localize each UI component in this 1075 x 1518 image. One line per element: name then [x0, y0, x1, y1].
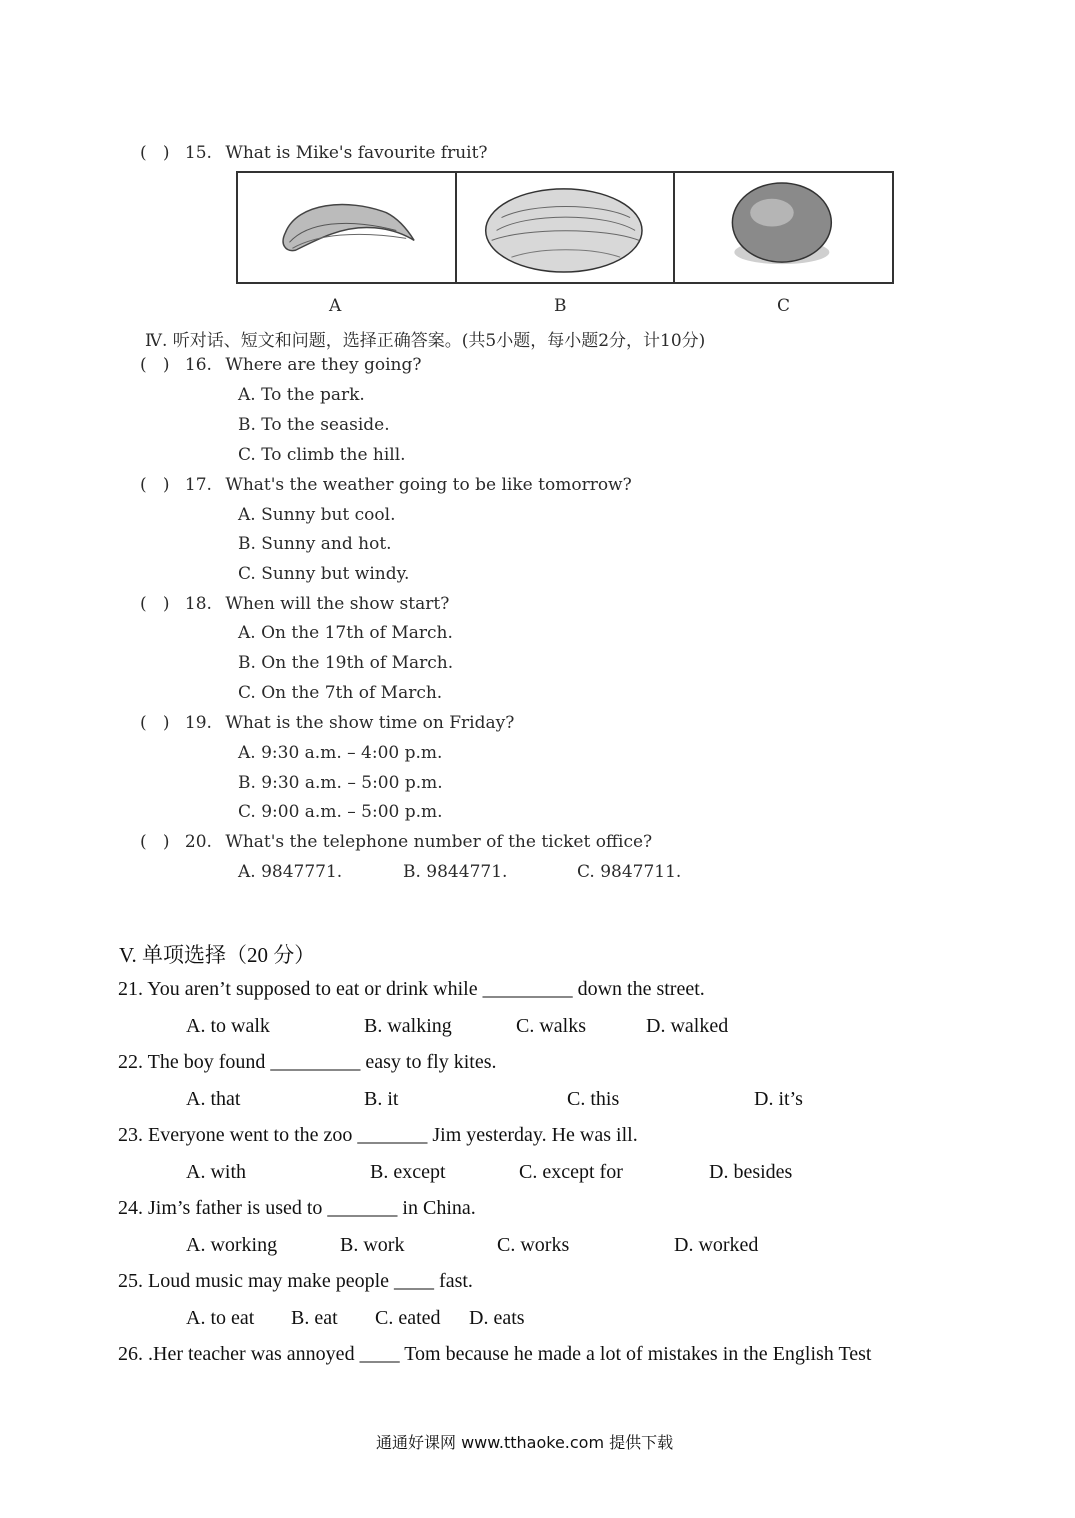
question-20 [140, 832, 652, 852]
option: B. walking [364, 1015, 452, 1037]
question-22-stem: 22. The boy found _________ easy to fly kites. [118, 1051, 497, 1073]
question-number: 17. [184, 475, 212, 495]
question-text: Where are they going? [225, 355, 422, 375]
picture-c [675, 173, 892, 282]
picture-b [457, 173, 676, 282]
option: B. To the seaside. [238, 415, 390, 435]
option: B. Sunny and hot. [238, 534, 392, 554]
option: A. that [186, 1088, 241, 1110]
option: C. 9:00 a.m. – 5:00 p.m. [238, 802, 443, 822]
option: A. On the 17th of March. [238, 623, 453, 643]
option: D. eats [469, 1307, 525, 1329]
option: D. it’s [754, 1088, 803, 1110]
answer-paren: ( ) [140, 713, 170, 733]
option: C. On the 7th of March. [238, 683, 443, 703]
answer-paren: ( ) [140, 143, 170, 163]
option: C. walks [516, 1015, 586, 1037]
option: A. to eat [186, 1307, 255, 1329]
question-21-stem: 21. You aren’t supposed to eat or drink while _________ down the street. [118, 978, 705, 1000]
option: C. this [567, 1088, 620, 1110]
option: A. with [186, 1161, 246, 1183]
answer-paren: ( ) [140, 594, 170, 614]
section-4-title: Ⅳ. 听对话、短文和问题，选择正确答案。(共5小题，每小题2分，计10分) [145, 331, 706, 351]
question-17 [140, 475, 632, 495]
question-25-stem: 25. Loud music may make people ____ fast. [118, 1270, 473, 1292]
question-text: What's the telephone number of the ticket office? [225, 832, 653, 852]
picture-label-c: C [777, 296, 791, 316]
question-18 [140, 594, 449, 614]
section-5-title: V. 单项选择（20 分） [119, 943, 316, 967]
question-text: When will the show start? [225, 594, 450, 614]
question-number: 20. [184, 832, 212, 852]
question-text: What is Mike's favourite fruit? [225, 143, 488, 163]
answer-paren: ( ) [140, 355, 170, 375]
option: D. worked [674, 1234, 759, 1256]
option: B. work [340, 1234, 405, 1256]
option: C. Sunny but windy. [238, 564, 410, 584]
picture-a [238, 173, 457, 282]
question-26-stem: 26. .Her teacher was annoyed ____ Tom because he made a lot of mistakes in the English Test [118, 1343, 872, 1365]
answer-paren: ( ) [140, 475, 170, 495]
question-text: What's the weather going to be like tomorrow? [225, 475, 632, 495]
question-15 [140, 143, 488, 163]
question-number: 18. [184, 594, 212, 614]
banana-icon [238, 173, 455, 282]
option: B. except [370, 1161, 446, 1183]
option: A. Sunny but cool. [238, 505, 396, 525]
option: D. besides [709, 1161, 793, 1183]
question-number: 19. [184, 713, 212, 733]
option: B. eat [291, 1307, 338, 1329]
question-text: What is the show time on Friday? [225, 713, 515, 733]
question-19 [140, 713, 514, 733]
question-23-stem: 23. Everyone went to the zoo _______ Jim yesterday. He was ill. [118, 1124, 638, 1146]
option: C. except for [519, 1161, 623, 1183]
fruit-pictures [236, 171, 894, 284]
option: A. 9:30 a.m. – 4:00 p.m. [238, 743, 443, 763]
answer-paren: ( ) [140, 832, 170, 852]
orange-icon [675, 173, 892, 282]
footer-credit: 通通好课网 www.tthaoke.com 提供下载 [376, 1433, 674, 1452]
option: A. working [186, 1234, 278, 1256]
option: D. walked [646, 1015, 729, 1037]
option: B. On the 19th of March. [238, 653, 454, 673]
picture-label-b: B [554, 296, 567, 316]
option: B. 9844771. [403, 862, 508, 882]
option: A. 9847771. [238, 862, 343, 882]
option: A. To the park. [238, 385, 365, 405]
option: B. 9:30 a.m. – 5:00 p.m. [238, 773, 443, 793]
question-16 [140, 355, 422, 375]
question-number: 15. [184, 143, 212, 163]
picture-label-a: A [329, 296, 342, 316]
question-number: 16. [184, 355, 212, 375]
question-24-stem: 24. Jim’s father is used to _______ in China. [118, 1197, 476, 1219]
option: C. works [497, 1234, 570, 1256]
option: C. To climb the hill. [238, 445, 406, 465]
watermelon-icon [457, 173, 674, 282]
option: B. it [364, 1088, 399, 1110]
option: C. eated [375, 1307, 441, 1329]
option: C. 9847711. [577, 862, 682, 882]
option: A. to walk [186, 1015, 270, 1037]
